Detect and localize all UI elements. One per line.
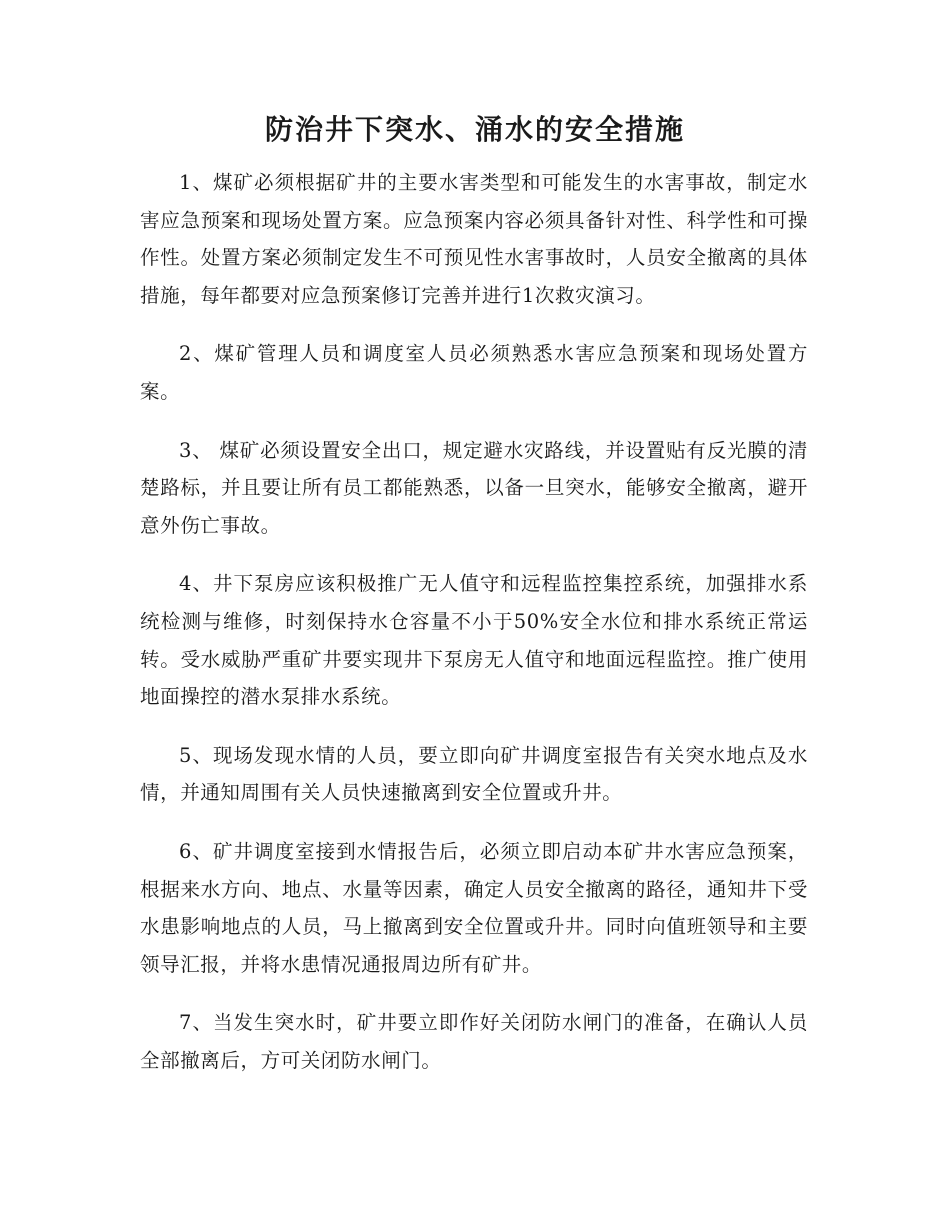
document-body	[140, 164, 808, 1100]
paragraph-4: 4、井下泵房应该积极推广无人值守和远程监控集控系统，加强排水系统检测与维修，时刻保持水仓容量不小于50%安全水位和排水系统正常运转。受水威胁严重矿井要实现井下泵房无人值守和地面远程监控。推广使用地面操控的潜水泵排水系统。	[140, 572, 808, 709]
paragraph-5: 5、现场发现水情的人员，要立即向矿井调度室报告有关突水地点及水情，并通知周围有关人员快速撤离到安全位置或升井。	[140, 743, 808, 805]
paragraph-7: 7、当发生突水时，矿井要立即作好关闭防水闸门的准备，在确认人员全部撤离后，方可关闭防水闸门。	[140, 1011, 808, 1072]
document-title: 防治井下突水、涌水的安全措施	[264, 113, 685, 146]
paragraph-2: 2、煤矿管理人员和调度室人员必须熟悉水害应急预案和现场处置方案。	[140, 342, 808, 403]
paragraph-6: 6、矿井调度室接到水情报告后，必须立即启动本矿井水害应急预案，根据来水方向、地点、水量等因素，确定人员安全撤离的路径，通知井下受水患影响地点的人员，马上撤离到安全位置或升井。同时向值班领导和主要领导汇报，并将水患情况通报周边所有矿井。	[140, 839, 808, 976]
paragraph-3: 3、 煤矿必须设置安全出口，规定避水灾路线，并设置贴有反光膜的清楚路标，并且要让所有员工都能熟悉，以备一旦突水，能够安全撤离，避开意外伤亡事故。	[140, 438, 808, 537]
paragraph-1: 1、煤矿必须根据矿井的主要水害类型和可能发生的水害事故，制定水害应急预案和现场处置方案。应急预案内容必须具备针对性、科学性和可操作性。处置方案必须制定发生不可预见性水害事故时，人员安全撤离的具体措施，每年都要对应急预案修订完善并进行1次救灾演习。	[140, 171, 808, 307]
